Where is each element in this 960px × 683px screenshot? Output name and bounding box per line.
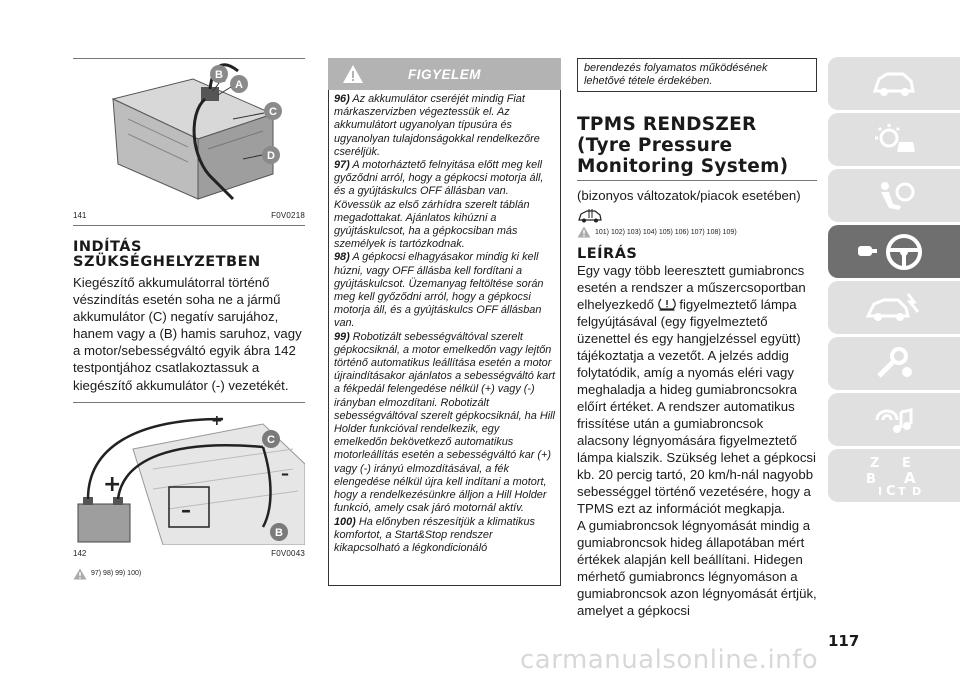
warning-triangle-icon (73, 568, 87, 580)
figure-141-caption (73, 211, 305, 220)
fig142-label-b: B (275, 526, 283, 539)
warning-item-number: 96) (334, 93, 350, 105)
options-car-icon (577, 208, 603, 224)
warning-item-text: A gépkocsi elhagyásakor mindig ki kell húzni, vagy OFF állásba kell fordítani a gyújtáskulcsot. Üzemanyag feltöltése során meg kell győződni arról, hogy a gépkocsi motorja áll, és a gyújtáskulcs OFF állásban van. (334, 251, 544, 330)
tab-dashboard[interactable] (828, 57, 960, 110)
warning-item-text: Az akkumulátor cseréjét mindig Fiat márkaszervizben végeztessük el. Az akkumulátort ugyanolyan típusúra és ugyanolyan tulajdonságokkal rendelkezőre cseréljük. (334, 93, 540, 158)
fig142-label-c: C (267, 433, 275, 446)
tab-maintenance[interactable] (828, 337, 960, 390)
page-number: 117 (828, 632, 860, 650)
tab-starting-driving[interactable] (828, 225, 960, 278)
column-3 (577, 58, 817, 619)
tpms-paragraph-2: A gumiabroncsok légnyomását mindig a gumiabroncsok hideg állapotában mért értékek alapján kell beállítani. Hidegen mérhető gumiabroncs légnyomáson a gumiabroncsok azon légnyomását értjük, amelyet a gépkocsi (577, 518, 817, 618)
fig141-label-d: D (267, 150, 275, 162)
tab-index[interactable] (828, 449, 960, 502)
refs-text-col3: 101) 102) 103) 104) 105) 106) 107) 108) 109) (595, 228, 737, 236)
warning-item-text: Robotizált sebességváltóval szerelt gépkocsiknál, a motor emelkedőn vagy lejtőn történő automatikus leállítása esetén a motor újraindításakor ajánlatos a sebességváltó kart a fékpedál felengedése nélkül (+) vagy (-) irányban elmozdítani. Robotizált sebességváltóval szerelt gépkocsiknál, ha Hill Holder funkcióval rendelkezik, egy emelkedőn bekövetkező automatikus motorleállítás esetén a sebességváltó kar (+) vagy (-) irányú elmozdításával, a fék elengedése nélkül újra kell indítani a motort, hogy a rendelkezésünkre álljon a Hill Holder funkció, amely csak járó motornál aktív. (334, 330, 555, 515)
figure-142 (73, 409, 305, 558)
figure2-rule (73, 402, 305, 403)
maintenance-wrench-icon (871, 346, 917, 382)
fig142-right-minus: – (281, 463, 289, 483)
fig141-label-b: B (215, 69, 223, 81)
tpms-title (577, 114, 817, 177)
section-title (73, 240, 305, 270)
emergency-crash-icon (864, 290, 924, 326)
tpms-para1-end: figyelmeztető lámpa felgyújtásával (egy figyelmeztető üzenettel és egy hangjelzéssel együtt) tájékoztatja a vezetőt. A jelzés addig folytatódik, amíg a nyomás eléri vagy meghaladja a hideg gumiabroncsokra előírt értéket. A rendszer automatikus frissítése után a gumiabroncsok alacsony légnyomására figyelmeztető lámpa kialszik. Szükség lehet a gépkocsi kb. 20 percig tartó, 20 km/h-nál nagyobb sebességgel történő vezetésére, hogy a TPMS ezt az információt megkapja. (577, 297, 816, 516)
emergency-start-paragraph: Kiegészítő akkumulátorral történő vészindítás esetén soha ne a jármű akkumulátor (C) negatív sarujához, hanem vagy a (B) hamis saruhoz, vagy a motor/sebességváltó egyik ábra 142 testpontjához csatlakoztassuk a kiegészítő akkumulátor (-) vezetékét. (73, 275, 302, 393)
index-letter-c: C (886, 483, 896, 499)
tpms-icon-row (577, 208, 817, 224)
tab-media[interactable] (828, 393, 960, 446)
index-letter-b: B (866, 471, 876, 487)
steering-wheel-icon (854, 232, 934, 272)
index-letter-z: Z (870, 455, 880, 471)
refs-text-col1: 97) 98) 99) 100) (91, 570, 142, 578)
index-letter-a: A (904, 468, 916, 487)
tpms-title-line3: Monitoring System) (577, 156, 789, 177)
index-letter-t: T (898, 484, 906, 498)
fig142-top-plus: + (211, 412, 223, 429)
battery-illustration-141 (73, 59, 305, 207)
watermark: carmanualsonline.info (520, 645, 819, 675)
figure-141-number: 141 (73, 211, 87, 220)
fig141-label-c: C (269, 106, 277, 118)
tpms-subtitle: (bizonyos változatok/piacok esetében) (577, 188, 801, 203)
tab-safety[interactable] (828, 169, 960, 222)
chapter-tabs (828, 57, 960, 505)
figure-rule (73, 225, 305, 226)
index-letters-icon (864, 453, 924, 499)
warning-item-99 (334, 331, 555, 516)
warning-item-number: 98) (334, 251, 350, 264)
warning-triangle-icon (577, 226, 591, 238)
warning-item-number: 99) (334, 330, 350, 343)
warning-refs-col3 (577, 226, 817, 238)
index-letter-i: I (878, 484, 883, 498)
media-icon (871, 402, 917, 438)
section-title-line2: SZÜKSÉGHELYZETBEN (73, 254, 261, 270)
figure-142-caption (73, 549, 305, 558)
warning-item-number: 100) (334, 515, 356, 528)
fig142-minus: – (181, 497, 191, 522)
warning-refs-col1 (73, 568, 305, 580)
warning-title: FIGYELEM (407, 66, 481, 82)
index-letter-e: E (902, 455, 911, 471)
warning-item-96 (334, 93, 555, 159)
leiras-title: LEÍRÁS (577, 246, 638, 262)
tyre-pressure-icon (658, 297, 676, 311)
figure-141-code: F0V0218 (271, 211, 305, 220)
tab-emergency[interactable] (828, 281, 960, 334)
warning-item-text: A motorháztető felnyitása előtt meg kell győződni arról, hogy a gépkocsi motorja áll, és a gyújtáskulcs OFF állásban van. Kövessük az első zárhídra szerelt táblán megadottakat. Ajánlatos kihúzni a gyújtáskulcsot, ha a gépkocsiban más személyek is tartózkodnak. (334, 159, 544, 251)
column-1 (73, 58, 305, 580)
warning-item-text: Ha előnyben részesítjük a klimatikus komfortot, a Start&Stop rendszer kikapcsolható a légkondicionáló (334, 515, 535, 554)
tpms-paragraph-1 (577, 262, 817, 517)
figure-142-number: 142 (73, 548, 87, 558)
tpms-title-line1: TPMS RENDSZER (577, 114, 757, 135)
warning-continued-box: berendezés folyamatos működésének lehetővé tétele érdekében. (577, 58, 817, 92)
figure-141 (73, 59, 305, 220)
column-2 (328, 58, 561, 586)
jump-start-illustration-142 (73, 409, 305, 545)
warning-box (328, 90, 561, 586)
warning-lights-icon (871, 122, 917, 158)
tpms-title-rule (577, 180, 817, 181)
warning-item-100 (334, 516, 555, 556)
section-title-line1: INDÍTÁS (73, 239, 142, 255)
warning-item-97 (334, 159, 555, 251)
tpms-para1-start: Egy vagy több leeresztett gumiabroncs esetén a rendszer a műszercsoportban elhelyezkedő (577, 263, 806, 312)
fig142-plus: + (103, 471, 122, 497)
warning-item-98 (334, 251, 555, 330)
index-letter-d: D (912, 484, 922, 498)
tab-warning-lights[interactable] (828, 113, 960, 166)
fig141-label-a: A (235, 79, 243, 91)
warning-item-number: 97) (334, 159, 350, 172)
airbag-safety-icon (871, 178, 917, 214)
tpms-title-line2: (Tyre Pressure (577, 135, 733, 156)
warning-triangle-icon (342, 64, 364, 84)
figure-142-code: F0V0043 (271, 548, 305, 558)
car-dashboard-icon (871, 69, 917, 99)
warning-header (328, 58, 561, 90)
